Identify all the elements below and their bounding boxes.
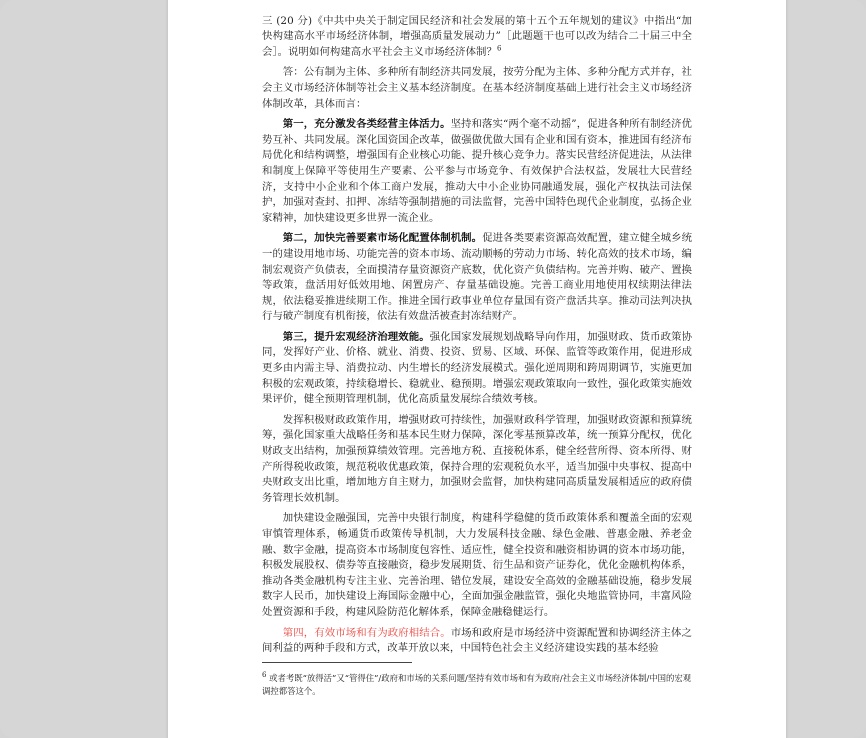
point-4-body: 市场和政府是市场经济中资源配置和协调经济主体之间利益的两种手段和方式，改革开放以来，中国特色社会主义经济建设实践的基本经验 — [262, 626, 692, 655]
footnote-reference[interactable]: 6 — [496, 44, 502, 53]
point-1-heading: 第一，充分激发各类经营主体活力。 — [282, 118, 451, 131]
point-3 — [262, 330, 692, 408]
point-3-heading: 第三，提升宏观经济治理效能。 — [282, 330, 430, 343]
question-text — [262, 14, 692, 61]
point-1-body: 坚持和落实“两个毫不动摇”，促进各种所有制经济优势互补、共同发展。深化国资国企改革，做强做优做大国有企业和国有资本，推进国有经济布局优化和结构调整，增强国有企业核心功能、提升核心竞争力。落实民营经济促进法，从法律和制度上保障平等使用生产要素、公平参与市场竞争、有效保护合法权益，发展壮大民营经济，支持中小企业和个体工商户发展，推动大中小企业协同融通发展，强化产权执法司法保护，加强对查封、扣押、冻结等强制措施的司法监督，完善中国特色现代企业制度，弘扬企业家精神，加快建设更多世界一流企业。 — [262, 118, 692, 224]
point-2-heading: 第二，加快完善要素市场化配置体制机制。 — [282, 232, 483, 245]
point-4-heading: 第四，有效市场和有为政府相结合。 — [282, 626, 451, 639]
question-body: 三 (20 分)《中共中央关于制定国民经济和社会发展的第十五个五年规划的建议》中指出“加快构建高水平市场经济体制，增强高质量发展动力”［此题题干也可以改为结合二十届三中全会］。说明如何构建高水平社会主义市场经济体制？ — [262, 14, 692, 58]
point-2-body: 促进各类要素资源高效配置，建立健全城乡统一的建设用地市场、功能完善的资本市场、流动顺畅的劳动力市场、转化高效的技术市场，编制宏观资产负债表，全面摸清存量资源资产底数，优化资产负债结构。完善并购、破产、置换等政策，盘活用好低效用地、闲置房产、存量基础设施。完善工商业用地使用权续期法律法规，依法稳妥推进续期工作。推进全国行政事业单位存量国有资产盘活共享。推动司法判决执行与破产制度有机衔接，依法有效盘活被查封冻结财产。 — [262, 232, 693, 323]
point-4 — [262, 626, 692, 657]
point-3-body: 强化国家发展规划战略导向作用，加强财政、货币政策协同，发挥好产业、价格、就业、消费、投资、贸易、区域、环保、监管等政策作用，促进形成更多由内需主导、消费拉动、内生增长的经济发展模式。强化逆周期和跨周期调节，实施更加积极的宏观政策，持续稳增长、稳就业、稳预期。增强宏观政策取向一致性，强化政策实施效果评价，健全预期管理机制，优化高质量发展综合绩效考核。 — [262, 330, 693, 406]
finance-paragraph: 加快建设金融强国，完善中央银行制度，构建科学稳健的货币政策体系和覆盖全面的宏观审慎管理体系，畅通货币政策传导机制，大力发展科技金融、绿色金融、普惠金融、养老金融、数字金融，提高资本市场制度包容性、适应性，健全投资和融资相协调的资本市场功能，积极发展股权、债券等直接融资，稳步发展期货、衍生品和资产证券化，优化金融机构体系，推动各类金融机构专注主业、完善治理、错位发展，建设安全高效的金融基础设施，稳步发展数字人民币，加快建设上海国际金融中心，全面加强金融监管，强化央地监管协同，丰富风险处置资源和手段，构建风险防范化解体系，保障金融稳健运行。 — [262, 512, 692, 618]
fiscal-paragraph: 发挥积极财政政策作用，增强财政可持续性，加强财政科学管理，加强财政资源和预算统筹，强化国家重大战略任务和基本民生财力保障，深化零基预算改革，统一预算分配权，优化财政支出结构，加强预算绩效管理。完善地方税、直接税体系，健全经营所得、资本所得、财产所得税收政策，规范税收优惠政策，保持合理的宏观税负水平，适当加强中央事权、提高中央财政支出比重，增加地方自主财力，加强财会监督，加快构建同高质量发展相适应的政府债务管理长效机制。 — [262, 413, 692, 504]
point-2 — [262, 231, 692, 325]
point-1 — [262, 117, 692, 226]
footnote — [262, 672, 692, 697]
document-page — [168, 0, 786, 738]
page-body — [262, 0, 692, 657]
footnote-divider — [262, 662, 412, 663]
footnote-text: 或者考既“放得活”又“管得住”/政府和市场的关系问题/坚持有效市场和有为政府/社会主义市场经济体制/中国的宏观调控都答这个。 — [262, 673, 692, 696]
footnote-mark: 6 — [262, 671, 267, 680]
answer-intro: 答：公有制为主体、多种所有制经济共同发展，按劳分配为主体、多种分配方式并存，社会主义市场经济体制等社会主义基本经济制度。在基本经济制度基础上进行社会主义市场经济体制改革，具体而言： — [262, 66, 692, 110]
